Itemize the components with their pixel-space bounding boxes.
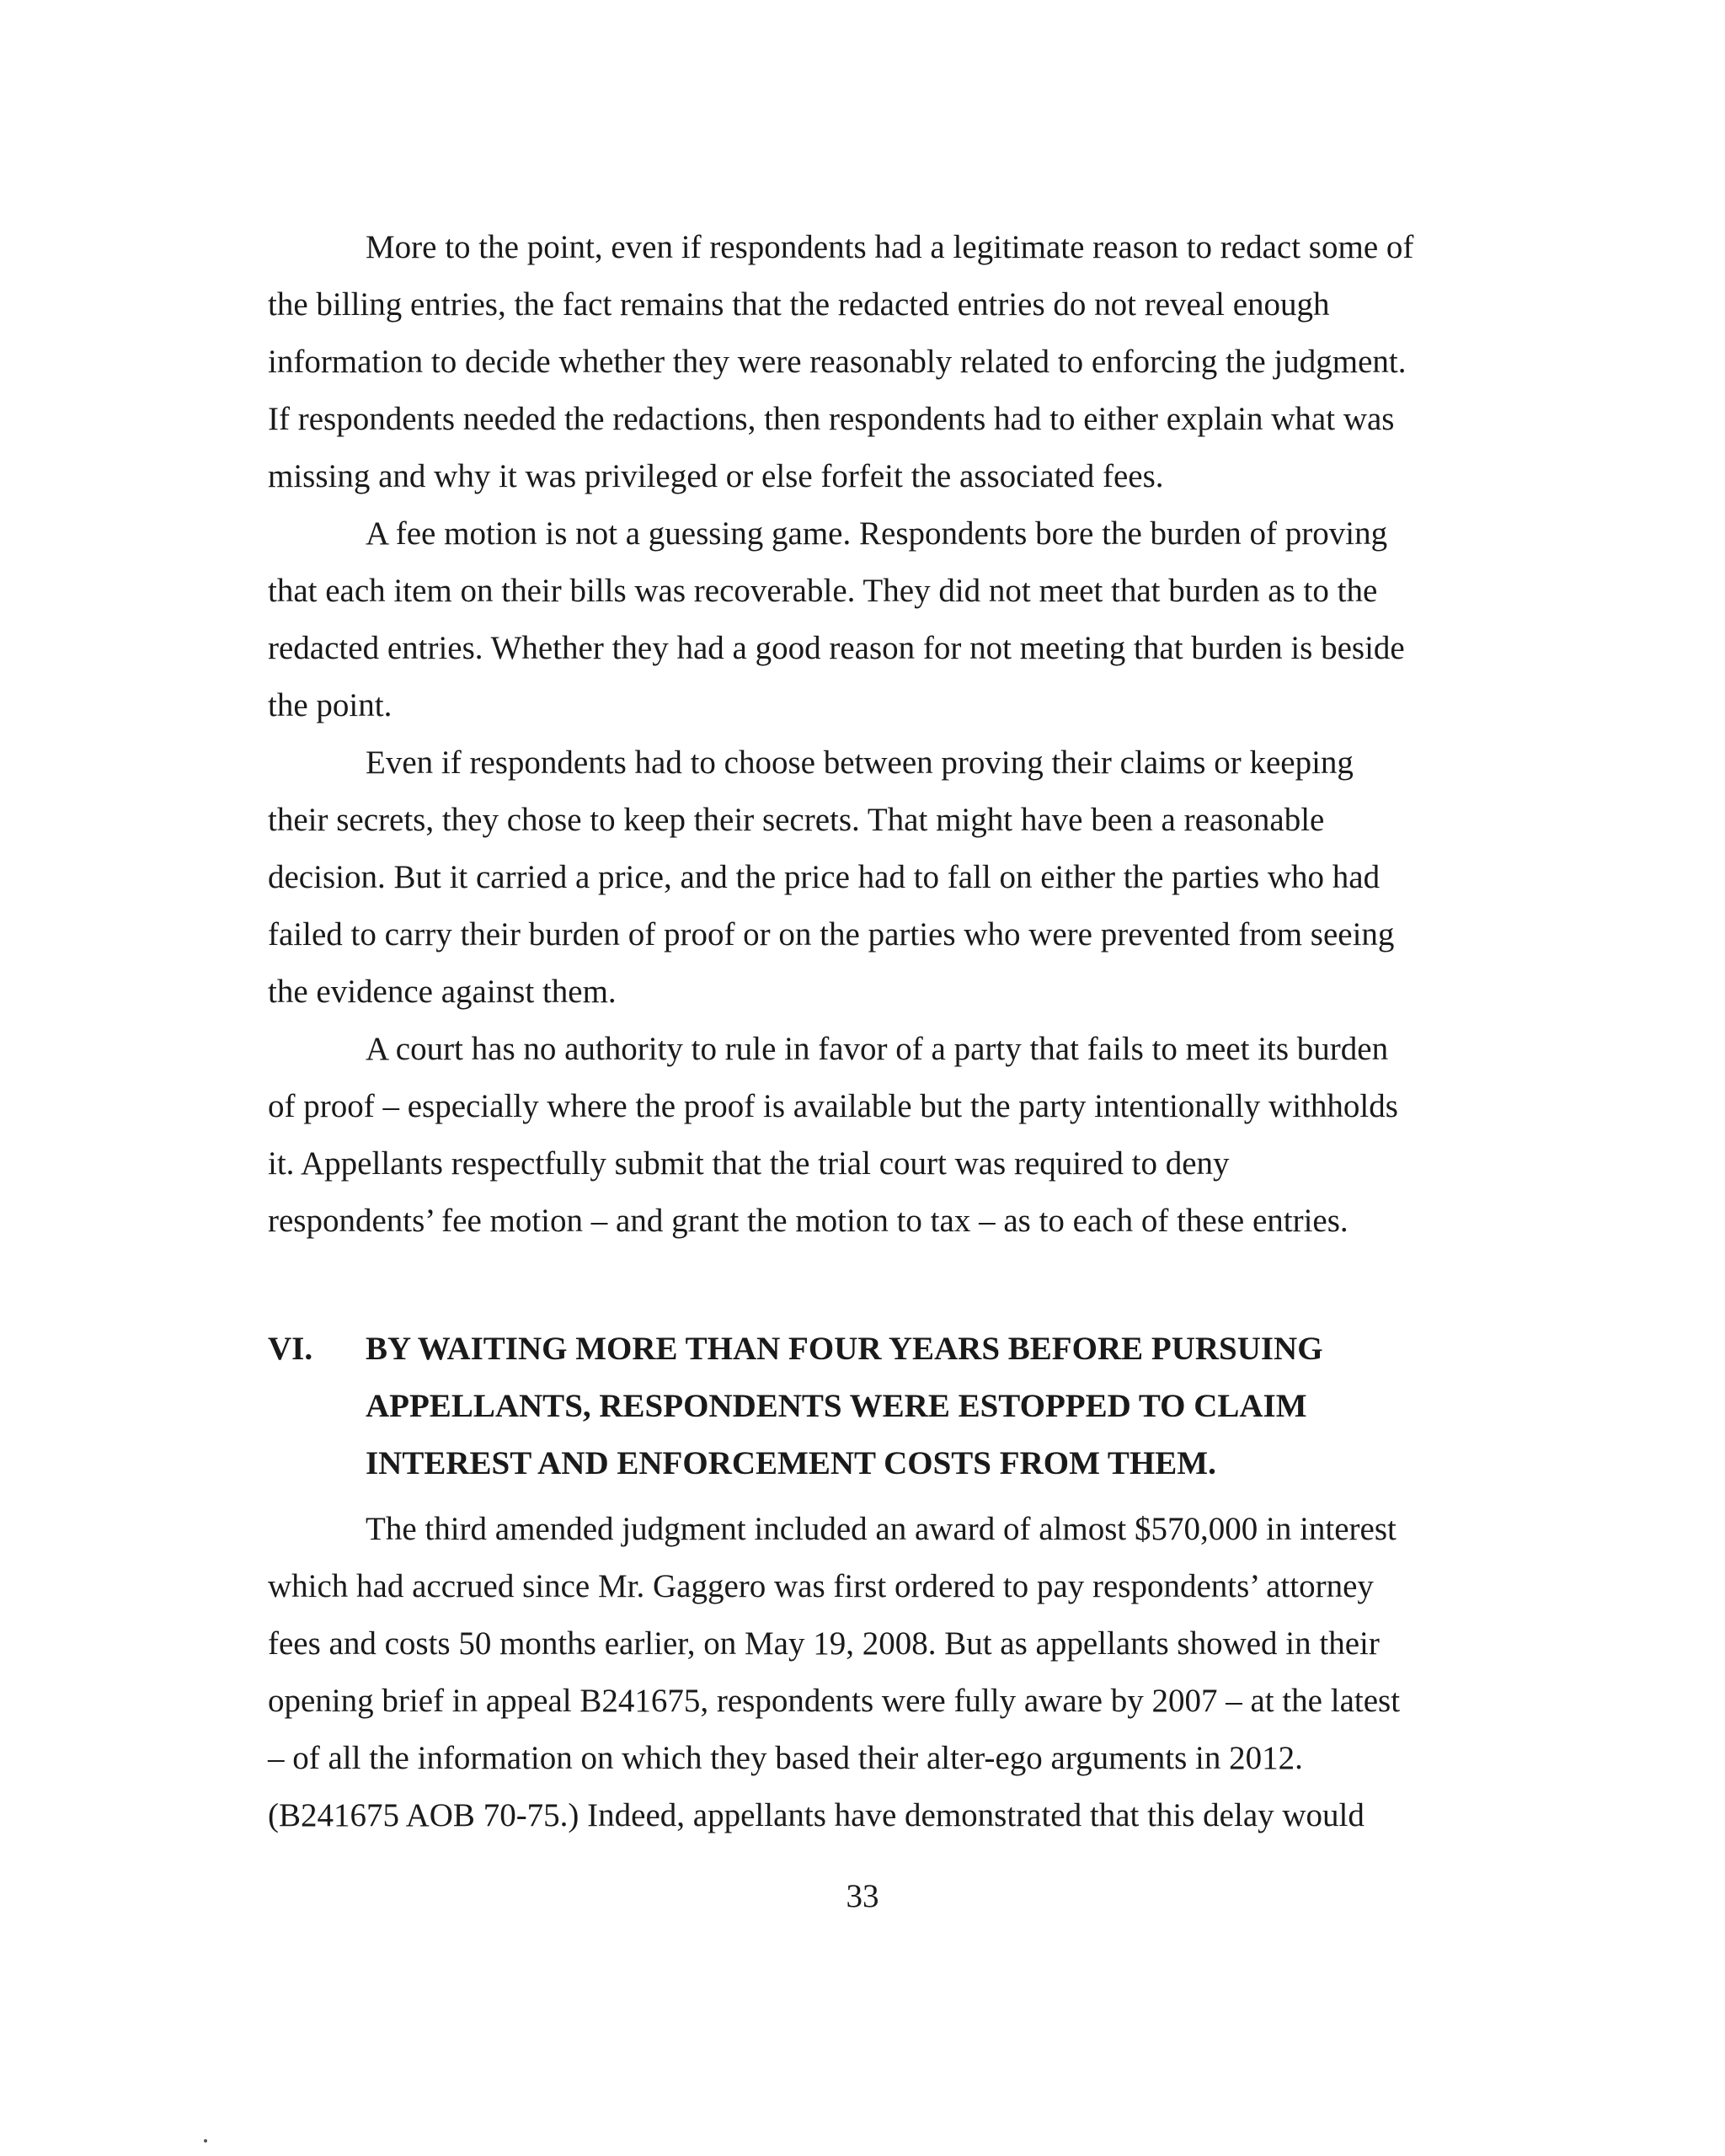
body-text-line: information to decide whether they were reasonably related to enforcing the judgment.: [268, 344, 1407, 380]
body-text-line: More to the point, even if respondents had a legitimate reason to redact some of: [366, 229, 1414, 265]
body-text-line: their secrets, they chose to keep their secrets. That might have been a reasonable: [268, 802, 1325, 838]
body-text-line: If respondents needed the redactions, then respondents had to either explain what was: [268, 401, 1395, 437]
body-text-line: the billing entries, the fact remains that the redacted entries do not reveal enough: [268, 286, 1330, 323]
body-text-line: The third amended judgment included an award of almost $570,000 in interest: [366, 1511, 1397, 1547]
body-text-line: respondents’ fee motion – and grant the motion to tax – as to each of these entries.: [268, 1203, 1348, 1239]
section-number: VI.: [268, 1331, 313, 1367]
body-text-line: the point.: [268, 687, 393, 723]
body-text-line: decision. But it carried a price, and the price had to fall on either the parties who had: [268, 859, 1381, 895]
body-text-line: – of all the information on which they based their alter-ego arguments in 2012.: [268, 1740, 1303, 1776]
body-text-line: fees and costs 50 months earlier, on May 19, 2008. But as appellants showed in their: [268, 1625, 1380, 1662]
heading-line: APPELLANTS, RESPONDENTS WERE ESTOPPED TO CLAIM: [366, 1388, 1307, 1424]
heading-line: INTEREST AND ENFORCEMENT COSTS FROM THEM.: [366, 1445, 1216, 1481]
body-text-line: Even if respondents had to choose between proving their claims or keeping: [366, 744, 1354, 781]
body-text-line: redacted entries. Whether they had a good reason for not meeting that burden is beside: [268, 630, 1405, 666]
heading-line: BY WAITING MORE THAN FOUR YEARS BEFORE PURSUING: [366, 1331, 1323, 1367]
body-text-line: opening brief in appeal B241675, respondents were fully aware by 2007 – at the latest: [268, 1683, 1401, 1719]
body-text-line: missing and why it was privileged or else forfeit the associated fees.: [268, 458, 1164, 494]
body-text-line: (B241675 AOB 70-75.) Indeed, appellants have demonstrated that this delay would: [268, 1797, 1365, 1833]
body-text-line: failed to carry their burden of proof or on the parties who were prevented from seeing: [268, 916, 1395, 953]
body-text-line: A fee motion is not a guessing game. Respondents bore the burden of proving: [366, 515, 1388, 552]
body-text-line: the evidence against them.: [268, 974, 617, 1010]
page-number: 33: [846, 1878, 879, 1914]
body-text-line: A court has no authority to rule in favor of a party that fails to meet its burden: [366, 1031, 1389, 1067]
body-text-line: of proof – especially where the proof is available but the party intentionally withholds: [268, 1088, 1398, 1124]
body-text-line: it. Appellants respectfully submit that the trial court was required to deny: [268, 1145, 1230, 1182]
body-text-line: which had accrued since Mr. Gaggero was first ordered to pay respondents’ attorney: [268, 1568, 1374, 1604]
scan-speck: [204, 2139, 207, 2143]
body-text-line: that each item on their bills was recoverable. They did not meet that burden as to the: [268, 573, 1378, 609]
